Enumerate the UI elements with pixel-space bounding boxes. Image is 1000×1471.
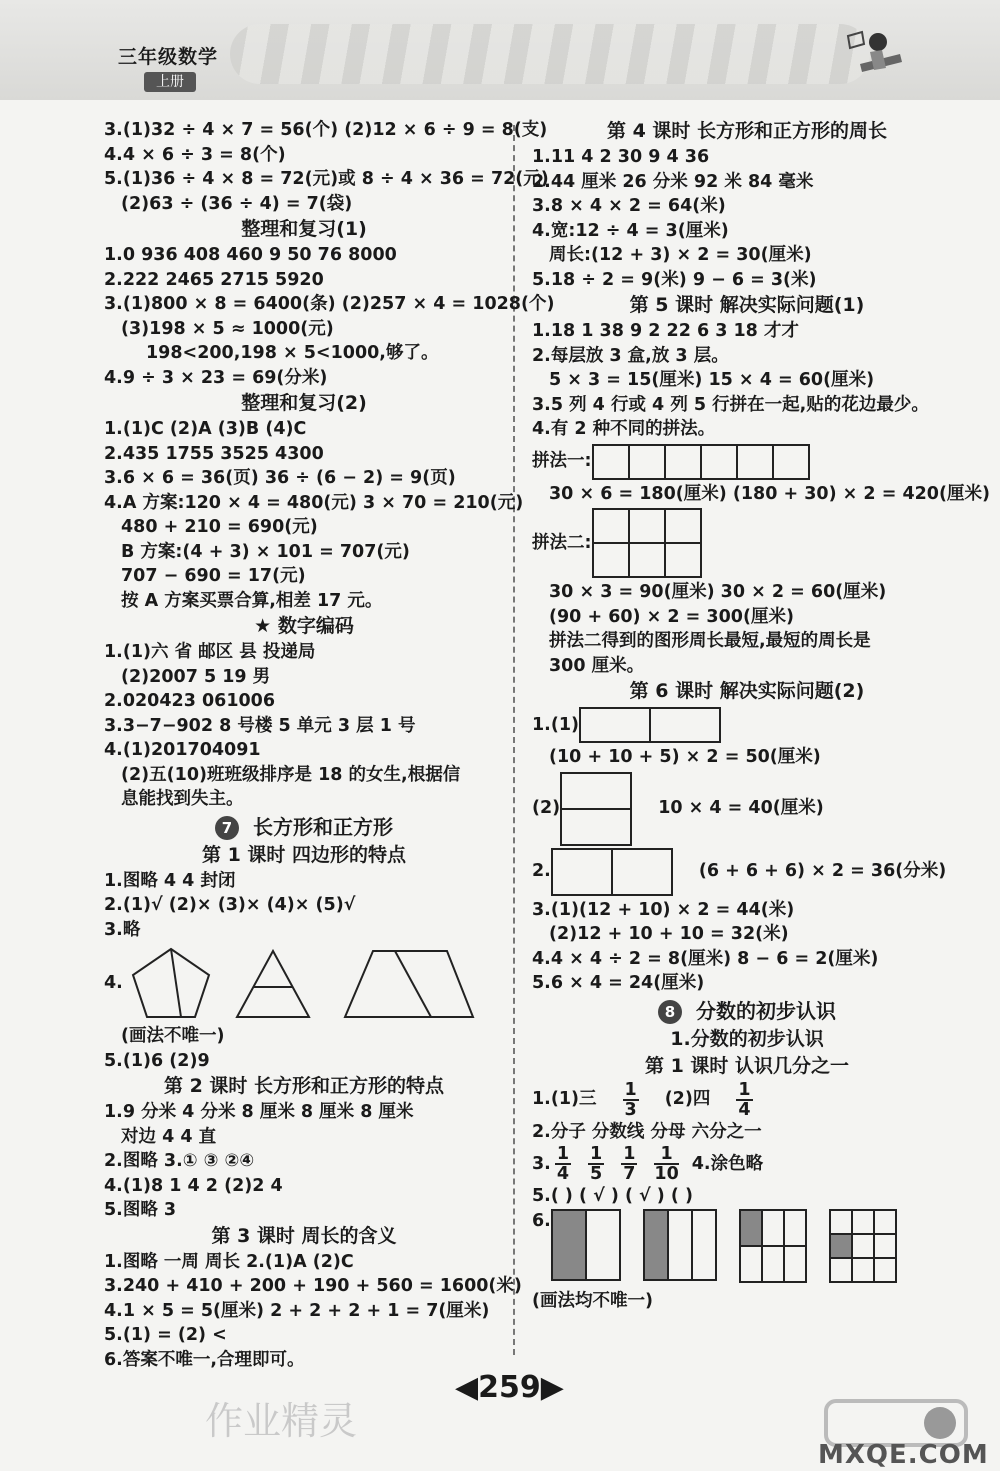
answer-line: 707 − 690 = 17(元) [121, 566, 306, 586]
figure-row [532, 707, 962, 743]
answer-line: 1.11 4 2 30 9 4 36 [532, 147, 710, 167]
chapter-number-badge: 7 [215, 816, 239, 840]
mascot-icon [840, 24, 910, 94]
section-heading [104, 1223, 504, 1250]
answer-text: (2)四 [664, 1089, 711, 1110]
answer-line: 拼法二得到的图形周长最短,最短的周长是 [549, 631, 871, 651]
answer-text: 1.(1)三 [532, 1089, 597, 1110]
answer-line: 4.4 × 6 ÷ 3 = 8(个) [104, 144, 286, 165]
answer-text: 4.涂色略 [691, 1153, 764, 1174]
answer-line: 2.44 厘米 26 分米 92 米 84 毫米 [532, 171, 814, 192]
answer-line: 3.8 × 4 × 2 = 64(米) [532, 196, 726, 216]
answer-line: 3.(1)800 × 8 = 6400(条) (2)257 × 4 = 1028(个) [104, 294, 555, 314]
answer-line: 1.图略 一周 周长 2.(1)A (2)C [104, 1251, 354, 1272]
left-column [104, 118, 555, 1372]
answer-line: 1.(1)六 省 邮区 县 投递局 [104, 642, 316, 662]
fraction-numerator: 1 [556, 1144, 570, 1164]
answer-line: 5.(1) = (2) < [104, 1325, 227, 1345]
fraction-shading-grid [643, 1209, 717, 1281]
fraction-denominator: 4 [738, 1099, 751, 1120]
figure-label: 1.(1) [532, 714, 579, 735]
fraction-numerator: 1 [623, 1144, 636, 1164]
figure-row [532, 508, 962, 578]
answer-line: 5.6 × 4 = 24(厘米) [532, 973, 705, 993]
figure-label: (2) [532, 798, 561, 819]
figure-label: 6. [532, 1210, 551, 1231]
answer-text: 3. [532, 1153, 551, 1174]
fraction-answer-row [532, 1080, 962, 1120]
answer-line: 1.9 分米 4 分米 8 厘米 8 厘米 8 厘米 [104, 1102, 414, 1122]
answer-line: 3.5 列 4 行或 4 列 5 行拼在一起,贴的花边最少。 [532, 394, 929, 415]
answer-line: 对边 4 4 直 [121, 1126, 217, 1147]
fraction-shading-grid [739, 1209, 807, 1283]
section-heading [104, 842, 504, 869]
header-banner [0, 0, 1000, 100]
section-heading [104, 1073, 504, 1100]
answer-line: 6.答案不唯一,合理即可。 [104, 1349, 305, 1370]
answer-line: (2)2007 5 19 男 [121, 666, 271, 687]
answer-line: 3.略 [104, 919, 141, 940]
answer-line: (画法均不唯一) [532, 1290, 653, 1311]
answer-line: 4.1 × 5 = 5(厘米) 2 + 2 + 2 + 1 = 7(厘米) [104, 1300, 490, 1321]
volume-badge: 上册 [144, 72, 196, 92]
answer-line: 2.图略 3.① ③ ②④ [104, 1151, 255, 1171]
chapter-title: 长方形和正方形 [253, 814, 393, 839]
answer-line: 2.(1)√ (2)× (3)× (4)× (5)√ [104, 895, 356, 915]
answer-line: 4.(1)8 1 4 2 (2)2 4 [104, 1175, 283, 1196]
section-heading-text: 数字编码 [277, 615, 354, 637]
star-icon: ★ [254, 615, 278, 637]
shaded-fraction-figures [532, 1209, 962, 1289]
answer-line: (10 + 10 + 5) × 2 = 50(厘米) [549, 747, 821, 767]
answer-line: 3.240 + 410 + 200 + 190 + 560 = 1600(米) [104, 1276, 522, 1296]
header-decoration [230, 24, 870, 84]
answer-line: 2.每层放 3 盒,放 3 层。 [532, 345, 729, 366]
chapter-number-badge: 8 [658, 1000, 682, 1024]
answer-line: (90 + 60) × 2 = 300(厘米) [549, 606, 794, 627]
answer-line: 按 A 方案买票合算,相差 17 元。 [121, 590, 383, 611]
fraction-numerator: 1 [654, 1145, 678, 1165]
page-number: ◀259▶ [455, 1370, 564, 1405]
rectangle-grid-figure [551, 848, 673, 896]
figure-label: 拼法一: [532, 451, 592, 472]
answer-line: 4.有 2 种不同的拼法。 [532, 419, 716, 439]
section-heading [532, 1053, 962, 1080]
answer-line: (2)63 ÷ (36 ÷ 4) = 7(袋) [121, 193, 353, 214]
rectangle-grid-figure [592, 444, 810, 480]
answer-line: (2)五(10)班班级排序是 18 的女生,根据信 [121, 764, 461, 785]
chapter-heading [104, 812, 504, 842]
fraction-denominator: 3 [624, 1099, 637, 1120]
answer-line: 4.宽:12 ÷ 4 = 3(厘米) [532, 220, 729, 241]
section-heading-text: 整理和复习(2) [241, 392, 367, 414]
answer-line: 30 × 3 = 90(厘米) 30 × 2 = 60(厘米) [549, 582, 887, 602]
fraction-numerator: 1 [624, 1079, 637, 1100]
section-heading-text: 第 2 课时 长方形和正方形的特点 [163, 1075, 445, 1097]
figure-row [532, 848, 962, 896]
figure-label: 2. [532, 861, 551, 882]
fraction [621, 1145, 637, 1183]
figure-row [532, 444, 962, 480]
answer-line: 4.9 ÷ 3 × 23 = 69(分米) [104, 367, 328, 388]
chapter-title: 分数的初步认识 [696, 998, 836, 1023]
section-heading [532, 1026, 962, 1053]
fraction-denominator: 5 [590, 1164, 603, 1184]
section-heading [104, 613, 504, 640]
page-number-text: 259 [478, 1370, 541, 1405]
section-heading [532, 678, 962, 705]
answer-line: (3)198 × 5 ≈ 1000(元) [121, 318, 334, 339]
answer-line: 3.3−7−902 8 号楼 5 单元 3 层 1 号 [104, 715, 416, 736]
fraction-denominator: 7 [623, 1164, 636, 1184]
quadrilateral-figures [104, 942, 504, 1024]
fraction-shading-grid [551, 1209, 621, 1281]
answer-line: 5.( ) ( √ ) ( √ ) ( ) [532, 1186, 693, 1206]
fraction [555, 1145, 571, 1183]
section-heading [532, 118, 962, 145]
answer-line: 30 × 6 = 180(厘米) (180 + 30) × 2 = 420(厘米) [549, 483, 990, 504]
answer-line: 4.A 方案:120 × 4 = 480(元) 3 × 70 = 210(元) [104, 492, 524, 513]
answer-line: B 方案:(4 + 3) × 101 = 707(元) [121, 541, 410, 562]
answer-line: 3.(1)(12 + 10) × 2 = 44(米) [532, 899, 795, 920]
answer-line: (2)12 + 10 + 10 = 32(米) [549, 924, 789, 944]
fraction-answer-row [532, 1144, 962, 1184]
answer-line: 2.222 2465 2715 5920 [104, 269, 324, 290]
answer-line: 1.0 936 408 460 9 50 76 8000 [104, 245, 397, 265]
answer-line: 4.4 × 4 ÷ 2 = 8(厘米) 8 − 6 = 2(厘米) [532, 948, 879, 969]
rectangle-grid-figure [592, 508, 702, 578]
section-heading-text: 第 4 课时 长方形和正方形的周长 [606, 120, 888, 142]
answer-line: 300 厘米。 [549, 655, 645, 676]
answer-line: 480 + 210 = 690(元) [121, 517, 318, 537]
fraction-numerator: 1 [738, 1079, 751, 1100]
section-heading [104, 216, 504, 243]
answer-line: 4.(1)201704091 [104, 740, 261, 760]
fraction [623, 1081, 639, 1119]
rectangle-grid-figure [560, 772, 632, 846]
answer-line: 5.(1)36 ÷ 4 × 8 = 72(元)或 8 ÷ 4 × 36 = 72(元) [104, 169, 549, 189]
fraction-denominator: 4 [556, 1164, 570, 1184]
watermark-text: 作业精灵 [205, 1399, 358, 1443]
fraction [654, 1145, 678, 1183]
right-column [532, 118, 990, 1313]
quadrilateral-shapes-figure [123, 943, 483, 1023]
section-heading [104, 390, 504, 417]
answer-line: 5.图略 3 [104, 1200, 177, 1220]
figure-label: 拼法二: [532, 532, 592, 553]
figure-answer: 10 × 4 = 40(厘米) [658, 798, 824, 819]
answer-line: 2.435 1755 3525 4300 [104, 443, 324, 464]
answer-line: 2.分子 分数线 分母 六分之一 [532, 1121, 762, 1142]
fraction-denominator: 10 [654, 1164, 679, 1184]
answer-line: 周长:(12 + 3) × 2 = 30(厘米) [549, 245, 812, 265]
grade-title: 三年级数学 [118, 46, 219, 68]
figure-label: 4. [104, 972, 123, 993]
answer-line: 息能找到失主。 [121, 789, 244, 809]
section-heading-text: 整理和复习(1) [241, 218, 367, 240]
rectangle-grid-figure [579, 707, 721, 743]
figure-row [532, 772, 962, 846]
fraction [588, 1145, 604, 1183]
section-heading-text: 第 1 课时 四边形的特点 [201, 843, 407, 866]
answer-line: 1.(1)C (2)A (3)B (4)C [104, 419, 307, 439]
answer-line: 3.6 × 6 = 36(页) 36 ÷ (6 − 2) = 9(页) [104, 468, 456, 488]
section-heading-text: 1.分数的初步认识 [670, 1027, 824, 1050]
chapter-heading [532, 996, 962, 1026]
section-heading-text: 第 6 课时 解决实际问题(2) [629, 680, 865, 702]
section-heading-text: 第 5 课时 解决实际问题(1) [629, 294, 865, 316]
section-heading-text: 第 3 课时 周长的含义 [211, 1224, 397, 1247]
answer-line: 2.020423 061006 [104, 691, 276, 711]
site-name: MXQE.COM [818, 1440, 989, 1470]
fraction-numerator: 1 [590, 1144, 603, 1164]
answer-line: 3.(1)32 ÷ 4 × 7 = 56(个) (2)12 × 6 ÷ 9 = 8(支) [104, 120, 548, 140]
answer-line: 5.(1)6 (2)9 [104, 1050, 210, 1071]
answer-line: 198<200,198 × 5<1000,够了。 [146, 343, 439, 363]
fraction-shading-grid [829, 1209, 897, 1283]
answer-line: 5.18 ÷ 2 = 9(米) 9 − 6 = 3(米) [532, 269, 817, 290]
fraction [736, 1081, 752, 1119]
answer-line: (画法不唯一) [121, 1026, 225, 1046]
answer-line: 1.18 1 38 9 2 22 6 3 18 才才 [532, 321, 799, 341]
answer-line: 1.图略 4 4 封闭 [104, 870, 236, 891]
figure-answer: (6 + 6 + 6) × 2 = 36(分米) [698, 861, 947, 882]
section-heading [532, 292, 962, 319]
section-heading-text: 第 1 课时 认识几分之一 [644, 1054, 850, 1077]
answer-line: 5 × 3 = 15(厘米) 15 × 4 = 60(厘米) [549, 370, 875, 390]
